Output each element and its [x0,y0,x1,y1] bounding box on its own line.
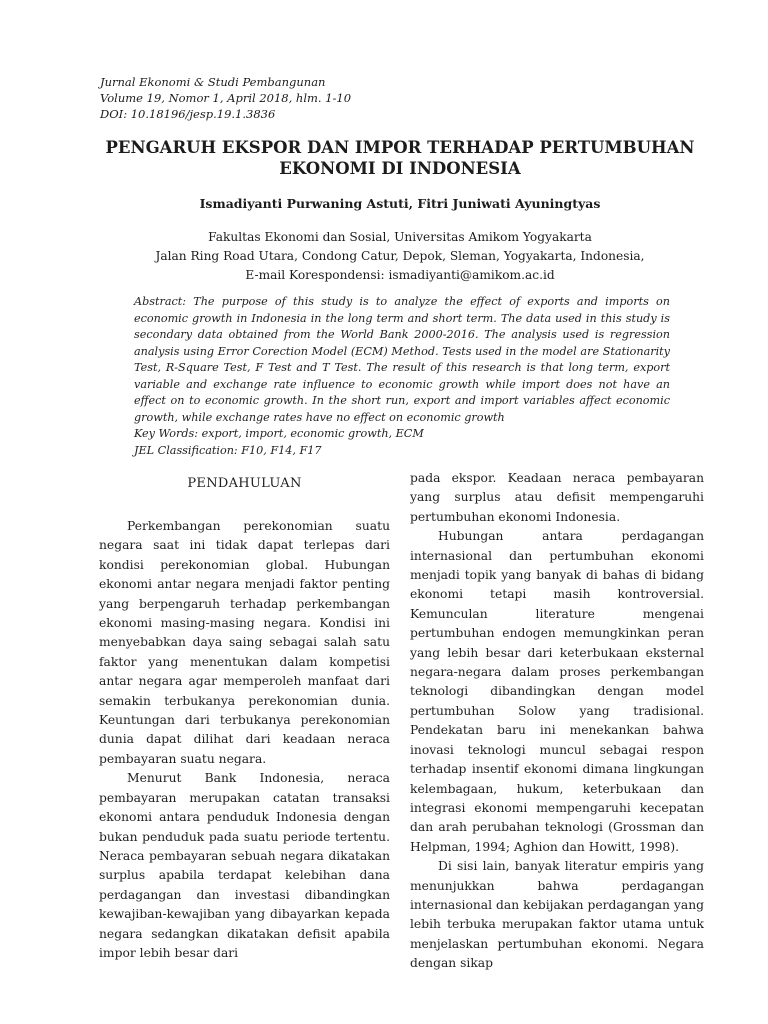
keywords: Key Words: export, import, economic growth, ECM [134,427,424,440]
left-paragraph-1: Perkembangan perekonomian suatu negara saat ini tidak dapat terlepas dari kondisi perekonomian global. Hubungan ekonomi antar negara menjadi faktor penting yang berpengaruh terhadap perkembangan ekonomi masing-masing negara. Kondisi ini menyebabkan daya saing sebagai salah satu faktor yang menentukan dalam kompetisi antar negara agar memperoleh manfaat dari semakin terbukanya perekonomian dunia. Keuntungan dari terbukanya perekonomian dunia dapat dilihat dari keadaan neraca pembayaran suatu negara. [99,519,390,766]
left-paragraph-2: Menurut Bank Indonesia, neraca pembayaran merupakan catatan transaksi ekonomi antara penduduk Indonesia dengan bukan penduduk pada suatu periode tertentu. Neraca pembayaran sebuah negara dikatakan surplus apabila terdapat kelebihan dana perdagangan dan investasi dibandingkan kewajiban-kewajiban yang dibayarkan kepada negara sedangkan dikatakan defisit apabila impor lebih besar dari [99,771,390,960]
right-paragraph-3: Di sisi lain, banyak literatur empiris yang menunjukkan bahwa perdagangan internasional dan kebijakan perdagangan yang lebih terbuka merupakan faktor utama untuk menjelaskan pertumbuhan ekonomi. Negara dengan sikap [410,859,704,971]
right-paragraph-1: pada ekspor. Keadaan neraca pembayaran yang surplus atau defisit mempengaruhi pertumbuhan ekonomi Indonesia. [410,471,704,524]
right-paragraph-2: Hubungan antara perdagangan internasional dan pertumbuhan ekonomi menjadi topik yang banyak di bahas di bidang ekonomi tetapi masih kontroversial. Kemunculan literature mengenai pertumbuhan endogen memungkinkan peran yang lebih besar dari keterbukaan eksternal negara-negara dalam proses perkembangan teknologi dibandingkan dengan model pertumbuhan Solow yang tradisional. Pendekatan baru ini menekankan bahwa inovasi teknologi muncul sebagai respon terhadap insentif ekonomi dimana lingkungan kelembagaan, hukum, keterbukaan dan integrasi ekonomi mempengaruhi kecepatan dan arah perubahan teknologi (Grossman dan Helpman, 1994; Aghion dan Howitt, 1998). [410,529,704,854]
affiliation-line-1: Fakultas Ekonomi dan Sosial, Universitas Amikom Yogyakarta [208,230,592,244]
affiliation [80,228,720,285]
authors: Ismadiyanti Purwaning Astuti, Fitri Juniwati Ayuningtyas [199,196,601,211]
journal-doi: DOI: 10.18196/jesp.19.1.3836 [100,107,276,121]
right-column [410,469,704,974]
affiliation-line-2: Jalan Ring Road Utara, Condong Catur, Depok, Sleman, Yogyakarta, Indonesia, [155,249,645,263]
journal-volume: Volume 19, Nomor 1, April 2018, hlm. 1-10 [100,91,352,105]
journal-meta [100,74,351,122]
jel-classification: JEL Classification: F10, F14, F17 [134,443,322,457]
affiliation-email: E-mail Korespondensi: ismadiyanti@amikom.ac.id [245,268,555,282]
abstract-text: Abstract: The purpose of this study is to analyze the effect of exports and imports on economic growth in Indonesia in the long term and short term. The data used in this study is secondary data obtained from the World Bank 2000-2016. The analysis used is regression analysis using Error Corection Model (ECM) Method. Tests used in the model are Stationarity Test, R-Square Test, F Test and T Test. The result of this research is that long term, export variable and exchange rate influence to economic growth while import does not have an effect on to economic growth. In the short run, export and import variables affect economic growth, while exchange rates have no effect on economic growth [134,295,670,424]
left-column [99,474,390,963]
section-heading: PENDAHULUAN [187,476,302,491]
paper-title [80,137,720,179]
title-line-1: PENGARUH EKSPOR DAN IMPOR TERHADAP PERTUMBUHAN [105,138,695,157]
journal-name: Jurnal Ekonomi & Studi Pembangunan [100,75,326,89]
abstract-block [134,294,670,459]
title-line-2: EKONOMI DI INDONESIA [279,159,521,178]
